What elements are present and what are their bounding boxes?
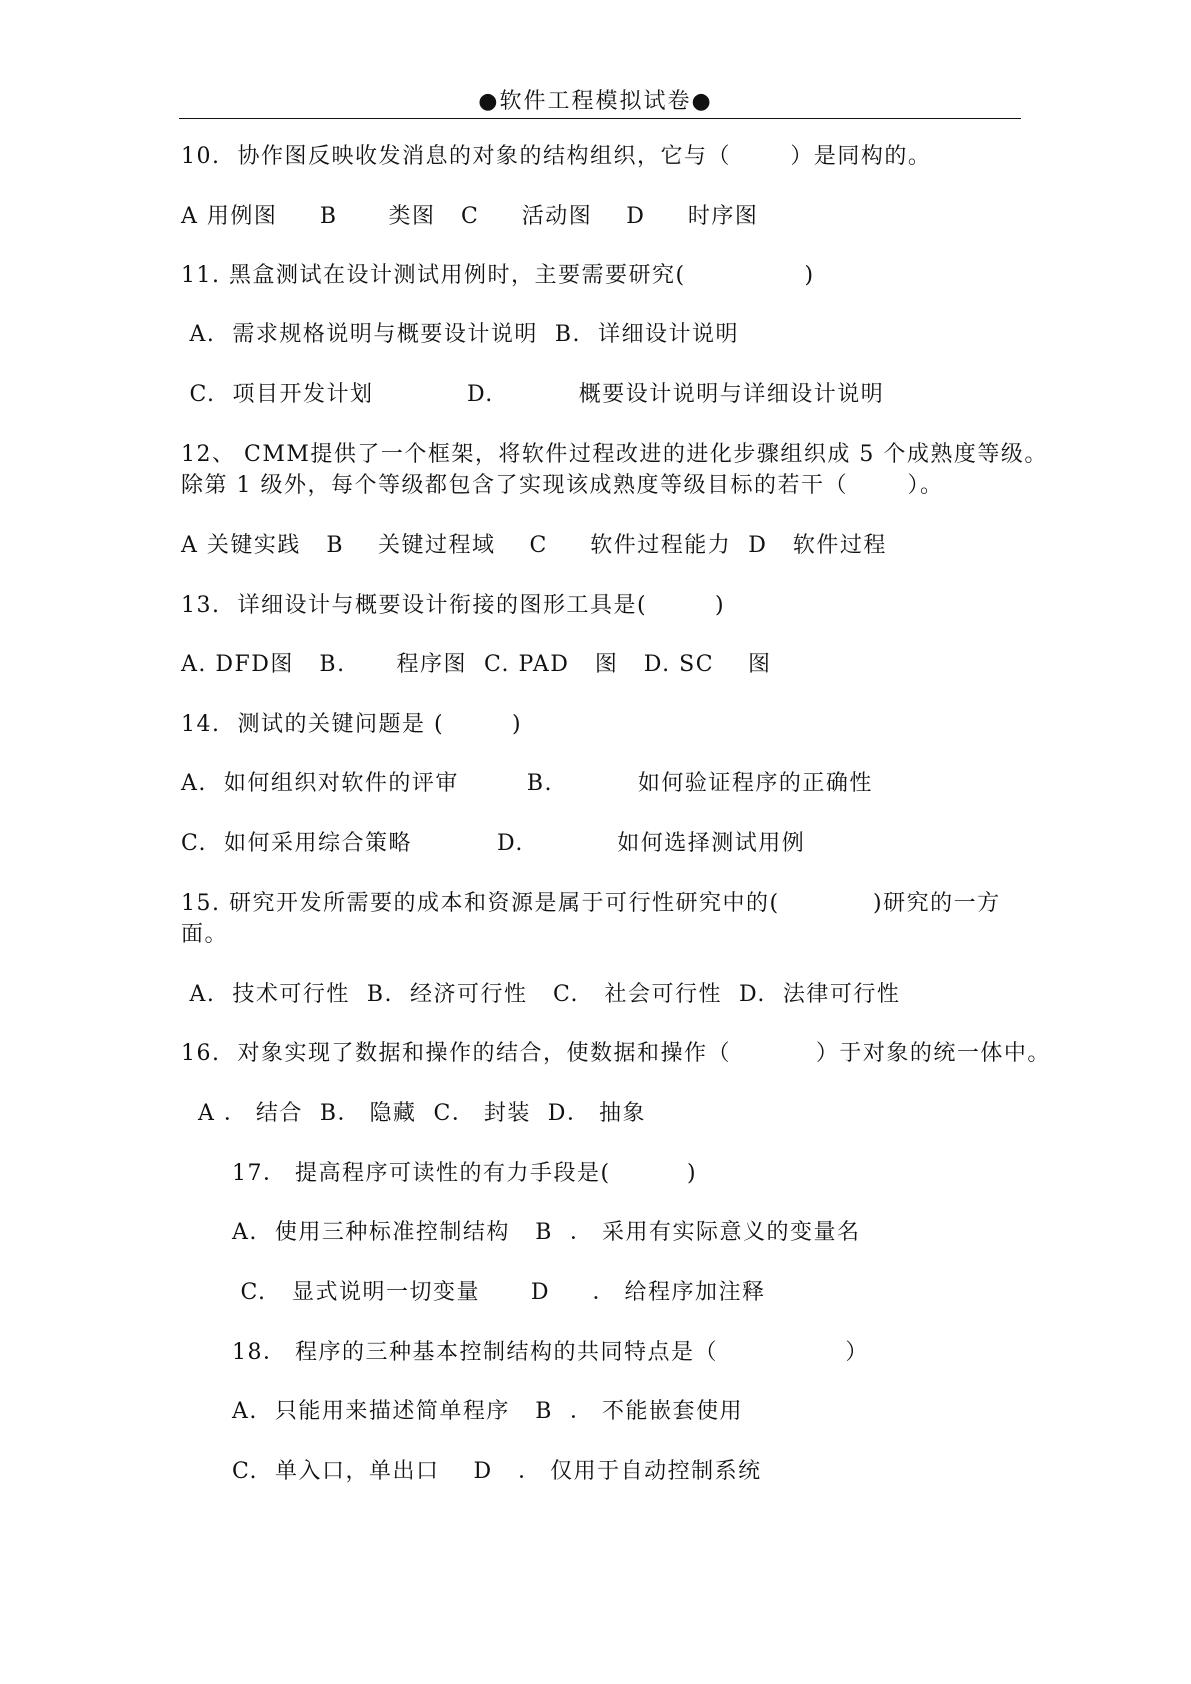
question-18-options-ab: A. 只能用来描述简单程序 B ． 不能嵌套使用	[181, 1399, 743, 1424]
question-18-options-cd: C. 单入口，单出口 D ． 仅用于自动控制系统	[181, 1459, 762, 1484]
question-12-stem-line2: 除第 1 级外，每个等级都包含了实现该成熟度等级目标的若干（ ）。	[181, 473, 944, 498]
question-13-stem: 13. 详细设计与概要设计衔接的图形工具是( )	[181, 593, 726, 618]
question-17-options-cd: C. 显式说明一切变量 D ． 给程序加注释	[181, 1280, 766, 1305]
question-15-stem-line1: 15. 研究开发所需要的成本和资源是属于可行性研究中的( )研究的一方	[181, 891, 1001, 916]
question-18-stem: 18． 程序的三种基本控制结构的共同特点是（ ）	[181, 1340, 869, 1365]
question-13-options: A. DFD图 B. 程序图 C. PAD 图 D. SC 图	[181, 652, 772, 677]
question-16-stem: 16. 对象实现了数据和操作的结合，使数据和操作（ ）于对象的统一体中。	[181, 1041, 1051, 1066]
question-11-options-ab: A. 需求规格说明与概要设计说明 B. 详细设计说明	[181, 322, 739, 347]
page-header-title: ●软件工程模拟试卷●	[478, 89, 713, 114]
question-11-options-cd: C. 项目开发计划 D. 概要设计说明与详细设计说明	[181, 382, 885, 407]
question-17-options-ab: A. 使用三种标准控制结构 B ． 采用有实际意义的变量名	[181, 1220, 861, 1245]
question-10-stem: 10. 协作图反映收发消息的对象的结构组织，它与（ ）是同构的。	[181, 144, 932, 169]
question-16-options: A ． 结合 B． 隐藏 C． 封装 D． 抽象	[181, 1101, 646, 1126]
question-11-stem: 11. 黑盒测试在设计测试用例时，主要需要研究( )	[181, 263, 815, 288]
question-15-options: A. 技术可行性 B. 经济可行性 C. 社会可行性 D. 法律可行性	[181, 982, 901, 1007]
question-12-stem-line1: 12、 CMM提供了一个框架，将软件过程改进的进化步骤组织成 5 个成熟度等级。	[181, 442, 1048, 467]
question-10-options: A 用例图 B 类图 C 活动图 D 时序图	[181, 204, 759, 229]
question-14-options-ab: A. 如何组织对软件的评审 B. 如何验证程序的正确性	[181, 771, 873, 796]
question-17-stem: 17． 提高程序可读性的有力手段是( )	[181, 1161, 698, 1186]
header-rule	[179, 118, 1021, 119]
question-12-options: A 关键实践 B 关键过程域 C 软件过程能力 D 软件过程	[181, 533, 887, 558]
question-15-stem-line2: 面。	[181, 922, 229, 947]
question-14-stem: 14. 测试的关键问题是 ( )	[181, 712, 523, 737]
question-14-options-cd: C. 如何采用综合策略 D. 如何选择测试用例	[181, 831, 806, 856]
